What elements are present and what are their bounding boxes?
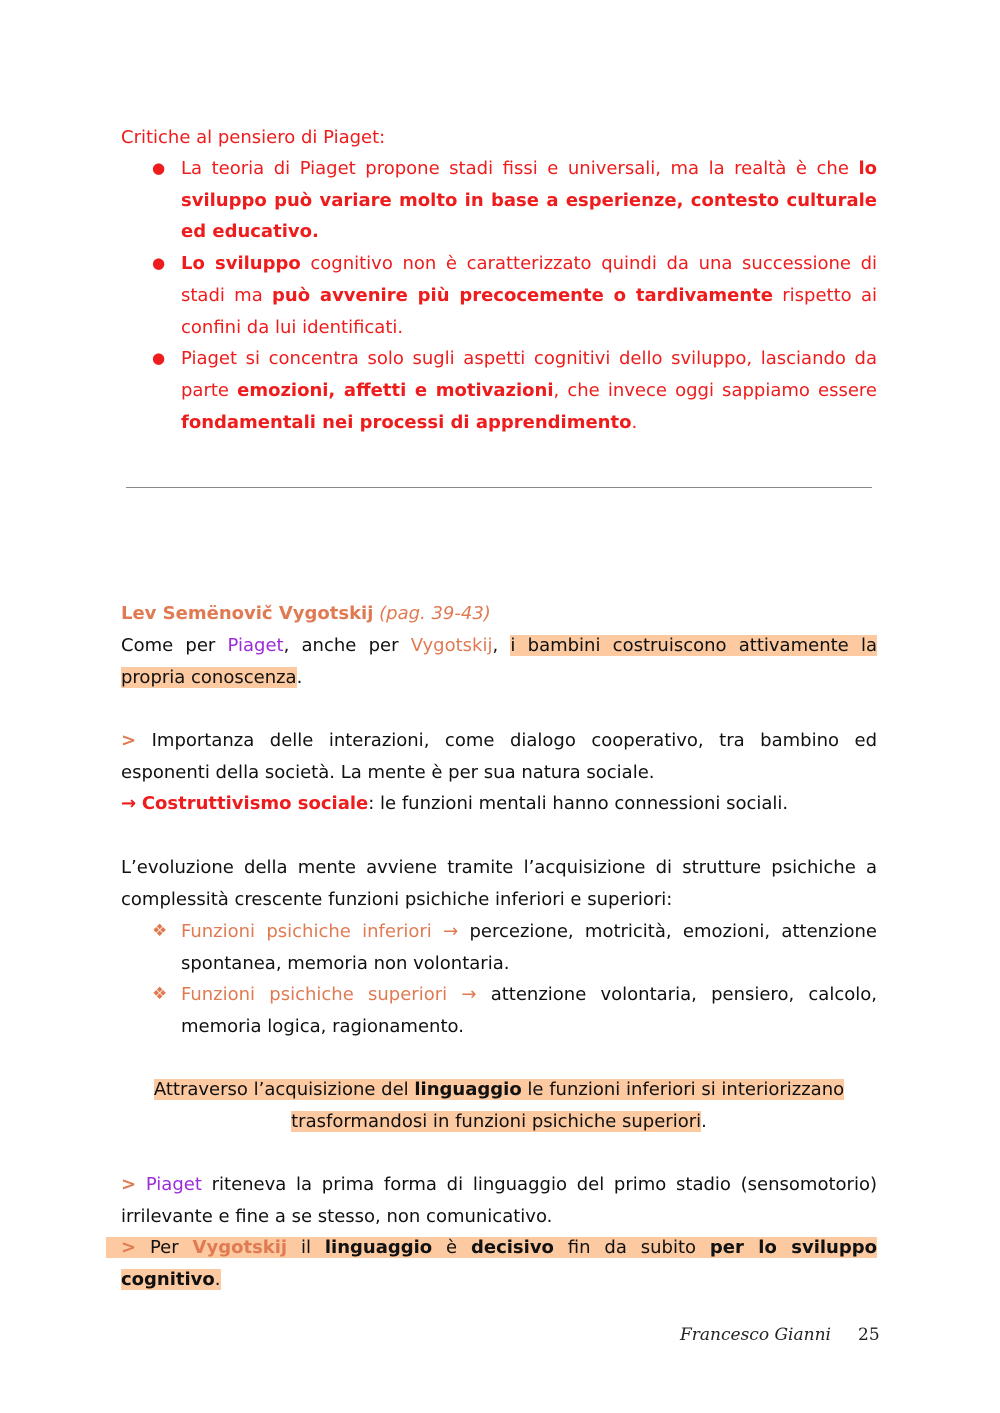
diamond-bullet-icon: ❖ — [152, 984, 168, 1005]
section-title: Lev Semënovič Vygotskij (pag. 39-43) — [121, 603, 491, 624]
marker-icon: > — [121, 730, 137, 751]
highlighted-text: > Per Vygotskij il linguaggio è decisivo fin da subito per lo sviluppo cognitivo. — [106, 1237, 877, 1290]
linguaggio-callout: Attraverso l’acquisizione del linguaggio le funzioni inferiori si interiorizzano trasformandosi in funzioni psichiche superiori. — [153, 1079, 845, 1132]
list-item: ● La teoria di Piaget propone stadi fissi e universali, ma la realtà è che lo sviluppo può variare molto in base a esperienze, contesto culturale ed educativo. — [121, 153, 877, 248]
evoluzione-paragraph: L’evoluzione della mente avviene tramite l’acquisizione di strutture psichiche a complessità crescente funzioni psichiche inferiori e superiori: — [121, 857, 877, 910]
piaget-linguaggio-paragraph: > Piaget riteneva la prima forma di linguaggio del primo stadio (sensomotorio) irrilevante e fine a se stesso, non comunicativo. > Per Vygotskij il linguaggio è decisivo fin da subito per lo sviluppo cognitivo. — [121, 1169, 877, 1296]
arrow-icon: → — [121, 793, 137, 815]
list-item: ❖ Funzioni psichiche inferiori → percezione, motricità, emozioni, attenzione spontanea, memoria non volontaria. — [121, 916, 877, 979]
highlighted-text: i bambini costruiscono attivamente la propria conoscenza — [121, 635, 877, 688]
marker-icon: > — [121, 1237, 137, 1259]
bullet-icon: ● — [152, 159, 166, 177]
list-item: ● Piaget si concentra solo sugli aspetti cognitivi dello sviluppo, lasciando da parte emozioni, affetti e motivazioni, che invece oggi sappiamo essere fondamentali nei processi di apprendimento. — [121, 343, 877, 438]
critiche-title: Critiche al pensiero di Piaget: — [121, 127, 386, 148]
bullet-icon: ● — [152, 349, 166, 368]
critiche-list — [121, 153, 877, 438]
diamond-bullet-icon: ❖ — [152, 921, 168, 941]
intro-paragraph: Come per Piaget, anche per Vygotskij, i bambini costruiscono attivamente la propria conoscenza. — [121, 635, 877, 688]
marker-icon: > — [121, 1174, 137, 1195]
horizontal-divider — [126, 487, 872, 488]
page-number: 25 — [858, 1325, 880, 1345]
list-item: ● Lo sviluppo cognitivo non è caratterizzato quindi da una successione di stadi ma può avvenire più precocemente o tardivamente rispetto ai confini da lui identificati. — [121, 248, 877, 343]
bullet-icon: ● — [152, 254, 166, 273]
interazioni-paragraph: > Importanza delle interazioni, come dialogo cooperativo, tra bambino ed esponenti della società. La mente è per sua natura sociale. → Costruttivismo sociale: le funzioni mentali hanno connessioni sociali. — [121, 730, 877, 815]
list-item: ❖ Funzioni psichiche superiori → attenzione volontaria, pensiero, calcolo, memoria logica, ragionamento. — [121, 979, 877, 1042]
funzioni-list — [121, 916, 877, 1043]
footer-author: Francesco Gianni — [680, 1325, 831, 1345]
